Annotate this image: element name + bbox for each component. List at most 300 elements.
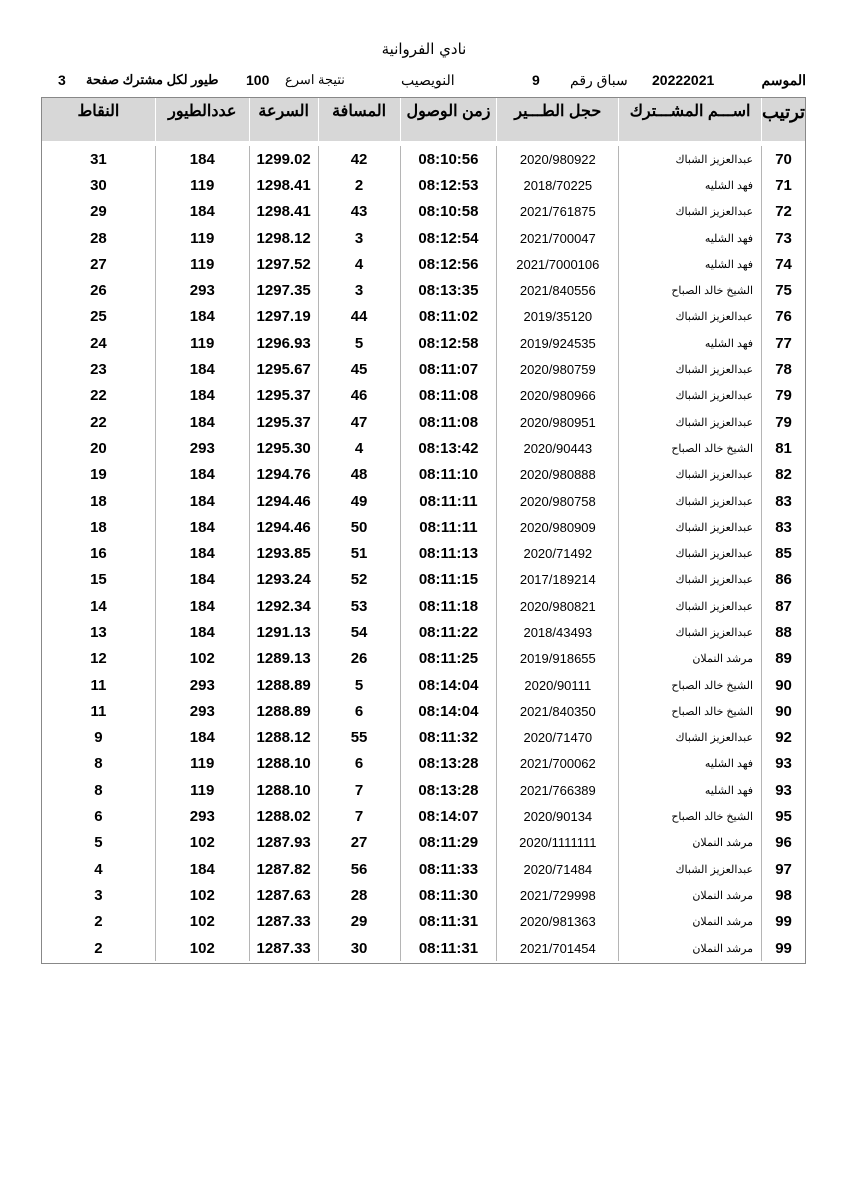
table-body [42,146,805,961]
cell-ring: 2020/980966 [496,383,618,409]
per-member-label: طيور لكل مشترك صفحة [86,72,219,87]
cell-speed: 1287.93 [249,830,318,856]
cell-points: 3 [94,886,103,904]
cell-points: 31 [90,150,107,168]
cell-speed: 1287.33 [249,909,318,935]
cell-ring: 2021/766389 [496,777,618,803]
cell-arrival-time: 08:11:32 [400,725,497,751]
cell-name: الشيخ خالد الصباح [618,672,761,698]
cell-arrival-time: 08:11:31 [400,909,497,935]
cell-name: عبدالعزيز الشباك [618,725,761,751]
cell-points: 13 [90,623,107,641]
cell-name: فهد الشليه [618,330,761,356]
cell-name: عبدالعزيز الشباك [618,856,761,882]
table-row [42,909,805,935]
table-bottom-spacer [42,961,805,963]
cell-birds: 184 [155,304,249,330]
cell-arrival-time: 08:11:13 [400,540,497,566]
cell-ring: 2020/980821 [496,593,618,619]
cell-points: 27 [90,255,107,273]
cell-speed: 1295.37 [249,383,318,409]
cell-arrival-time: 08:11:02 [400,304,497,330]
cell-rank: 99 [761,909,805,935]
cell-speed: 1295.30 [249,435,318,461]
cell-points: 16 [90,545,107,563]
cell-rank: 93 [761,751,805,777]
cell-birds: 102 [155,882,249,908]
table-row [42,356,805,382]
cell-ring: 2020/1111111 [496,830,618,856]
cell-ring: 2018/43493 [496,619,618,645]
cell-ring: 2019/924535 [496,330,618,356]
cell-name: فهد الشليه [618,777,761,803]
cell-rank: 73 [761,225,805,251]
cell-distance: 50 [318,514,400,540]
cell-speed: 1295.67 [249,356,318,382]
cell-rank: 81 [761,435,805,461]
cell-points: 20 [90,439,107,457]
cell-name: عبدالعزيز الشباك [618,409,761,435]
cell-speed: 1297.19 [249,304,318,330]
cell-birds: 119 [155,251,249,277]
cell-ring: 2021/700062 [496,751,618,777]
cell-rank: 79 [761,409,805,435]
cell-birds: 184 [155,199,249,225]
cell-arrival-time: 08:12:54 [400,225,497,251]
cell-speed: 1292.34 [249,593,318,619]
table-row [42,698,805,724]
cell-points: 11 [90,702,107,720]
table-row [42,646,805,672]
cell-distance: 51 [318,540,400,566]
cell-rank: 79 [761,383,805,409]
cell-speed: 1297.52 [249,251,318,277]
cell-points: 5 [94,834,103,852]
cell-arrival-time: 08:11:31 [400,935,497,961]
cell-rank: 90 [761,672,805,698]
cell-speed: 1287.82 [249,856,318,882]
cell-rank: 98 [761,882,805,908]
cell-arrival-time: 08:11:08 [400,383,497,409]
table-row [42,225,805,251]
cell-name: الشيخ خالد الصباح [618,435,761,461]
cell-speed: 1296.93 [249,330,318,356]
col-speed-header: السرعة [249,98,318,141]
cell-points: 24 [90,334,107,352]
cell-points: 9 [94,729,103,747]
cell-ring: 2020/980759 [496,356,618,382]
cell-ring: 2020/980922 [496,146,618,172]
cell-speed: 1295.37 [249,409,318,435]
cell-name: عبدالعزيز الشباك [618,488,761,514]
cell-birds: 119 [155,172,249,198]
cell-points: 15 [90,571,107,589]
race-number: 9 [532,72,540,88]
table-row [42,856,805,882]
cell-distance: 7 [318,777,400,803]
cell-rank: 95 [761,803,805,829]
table-row [42,751,805,777]
cell-points: 22 [90,413,107,431]
table-row [42,567,805,593]
cell-ring: 2021/700047 [496,225,618,251]
cell-points: 25 [90,308,107,326]
cell-name: مرشد النملان [618,646,761,672]
cell-birds: 102 [155,935,249,961]
col-name-header: اســـم المشـــترك [618,98,761,141]
table-row [42,199,805,225]
race-info-line [0,72,848,92]
cell-birds: 293 [155,698,249,724]
cell-arrival-time: 08:11:11 [400,488,497,514]
cell-speed: 1293.85 [249,540,318,566]
cell-speed: 1288.89 [249,698,318,724]
cell-rank: 97 [761,856,805,882]
cell-speed: 1287.33 [249,935,318,961]
cell-birds: 293 [155,277,249,303]
cell-rank: 83 [761,514,805,540]
cell-speed: 1294.46 [249,488,318,514]
cell-distance: 5 [318,330,400,356]
cell-arrival-time: 08:11:25 [400,646,497,672]
cell-name: مرشد النملان [618,882,761,908]
cell-distance: 47 [318,409,400,435]
col-rank-header: ترتيب [761,98,805,141]
cell-points: 30 [90,176,107,194]
cell-name: عبدالعزيز الشباك [618,383,761,409]
cell-points: 14 [90,597,107,615]
table-row [42,777,805,803]
cell-distance: 4 [318,251,400,277]
cell-distance: 27 [318,830,400,856]
table-row [42,672,805,698]
table-row [42,172,805,198]
cell-distance: 7 [318,803,400,829]
cell-ring: 2021/761875 [496,199,618,225]
cell-arrival-time: 08:11:07 [400,356,497,382]
cell-arrival-time: 08:11:15 [400,567,497,593]
cell-birds: 293 [155,803,249,829]
cell-name: فهد الشليه [618,225,761,251]
cell-speed: 1289.13 [249,646,318,672]
results-table [41,97,806,964]
col-ring-header: حجل الطـــير [496,98,618,141]
cell-speed: 1288.10 [249,751,318,777]
cell-name: فهد الشليه [618,172,761,198]
cell-distance: 28 [318,882,400,908]
cell-ring: 2019/918655 [496,646,618,672]
cell-birds: 184 [155,488,249,514]
cell-arrival-time: 08:13:28 [400,777,497,803]
cell-distance: 3 [318,277,400,303]
cell-rank: 87 [761,593,805,619]
result-label: نتيجة اسرع [285,72,345,87]
cell-points: 2 [94,913,103,931]
cell-birds: 184 [155,462,249,488]
cell-ring: 2020/980888 [496,462,618,488]
cell-speed: 1288.10 [249,777,318,803]
cell-arrival-time: 08:11:29 [400,830,497,856]
club-title: نادي الفروانية [381,40,467,58]
cell-ring: 2020/90111 [496,672,618,698]
cell-distance: 29 [318,909,400,935]
cell-speed: 1298.41 [249,199,318,225]
cell-distance: 54 [318,619,400,645]
cell-distance: 5 [318,672,400,698]
cell-ring: 2021/701454 [496,935,618,961]
cell-arrival-time: 08:12:56 [400,251,497,277]
cell-speed: 1294.46 [249,514,318,540]
table-row [42,251,805,277]
cell-name: الشيخ خالد الصباح [618,698,761,724]
table-row [42,383,805,409]
cell-ring: 2019/35120 [496,304,618,330]
cell-birds: 184 [155,619,249,645]
cell-points: 23 [90,361,107,379]
cell-rank: 70 [761,146,805,172]
cell-rank: 83 [761,488,805,514]
cell-rank: 92 [761,725,805,751]
cell-points: 29 [90,203,107,221]
cell-birds: 184 [155,567,249,593]
cell-points: 18 [90,518,107,536]
cell-points: 22 [90,387,107,405]
cell-rank: 86 [761,567,805,593]
cell-ring: 2021/840556 [496,277,618,303]
cell-distance: 55 [318,725,400,751]
page-number: 3 [58,72,66,88]
cell-birds: 184 [155,725,249,751]
race-label: سباق رقم [570,72,628,88]
cell-points: 11 [90,676,107,694]
cell-name: فهد الشليه [618,251,761,277]
cell-name: الشيخ خالد الصباح [618,803,761,829]
cell-ring: 2020/980758 [496,488,618,514]
cell-birds: 184 [155,409,249,435]
cell-arrival-time: 08:10:58 [400,199,497,225]
cell-rank: 77 [761,330,805,356]
cell-distance: 45 [318,356,400,382]
table-row [42,488,805,514]
cell-ring: 2020/90443 [496,435,618,461]
cell-name: مرشد النملان [618,909,761,935]
col-distance-header: المسافة [318,98,400,141]
cell-ring: 2020/71492 [496,540,618,566]
cell-rank: 78 [761,356,805,382]
cell-rank: 96 [761,830,805,856]
table-row [42,435,805,461]
table-row [42,830,805,856]
cell-name: عبدالعزيز الشباك [618,567,761,593]
cell-speed: 1288.12 [249,725,318,751]
cell-birds: 102 [155,909,249,935]
cell-arrival-time: 08:11:30 [400,882,497,908]
cell-name: عبدالعزيز الشباك [618,146,761,172]
table-header [42,98,805,141]
cell-rank: 93 [761,777,805,803]
cell-birds: 184 [155,593,249,619]
cell-speed: 1298.12 [249,225,318,251]
cell-rank: 82 [761,462,805,488]
cell-points: 8 [94,755,103,773]
cell-birds: 293 [155,435,249,461]
cell-rank: 74 [761,251,805,277]
cell-rank: 99 [761,935,805,961]
cell-speed: 1297.35 [249,277,318,303]
race-location: النويصيب [401,72,455,88]
table-row [42,882,805,908]
cell-birds: 184 [155,383,249,409]
cell-distance: 43 [318,199,400,225]
table-row [42,593,805,619]
cell-name: مرشد النملان [618,830,761,856]
cell-rank: 85 [761,540,805,566]
cell-birds: 184 [155,540,249,566]
cell-distance: 44 [318,304,400,330]
cell-distance: 48 [318,462,400,488]
table-row [42,304,805,330]
cell-ring: 2020/71484 [496,856,618,882]
cell-distance: 6 [318,751,400,777]
cell-ring: 2021/840350 [496,698,618,724]
cell-arrival-time: 08:10:56 [400,146,497,172]
cell-distance: 26 [318,646,400,672]
cell-points: 2 [94,939,103,957]
cell-arrival-time: 08:14:04 [400,672,497,698]
cell-birds: 293 [155,672,249,698]
table-row [42,330,805,356]
cell-birds: 119 [155,751,249,777]
cell-arrival-time: 08:11:10 [400,462,497,488]
cell-birds: 184 [155,146,249,172]
cell-rank: 89 [761,646,805,672]
cell-ring: 2020/980909 [496,514,618,540]
cell-ring: 2020/981363 [496,909,618,935]
table-row [42,514,805,540]
cell-birds: 184 [155,514,249,540]
season-label: الموسم [761,72,806,88]
cell-name: عبدالعزيز الشباك [618,462,761,488]
col-time-header: زمن الوصول [400,98,497,141]
cell-ring: 2020/71470 [496,725,618,751]
cell-arrival-time: 08:13:42 [400,435,497,461]
cell-speed: 1298.41 [249,172,318,198]
cell-ring: 2018/70225 [496,172,618,198]
cell-name: مرشد النملان [618,935,761,961]
cell-points: 12 [90,650,107,668]
cell-points: 19 [90,466,107,484]
season-value: 20222021 [652,72,715,88]
table-row [42,409,805,435]
cell-rank: 71 [761,172,805,198]
col-birds-header: عددالطيور [155,98,249,141]
table-row [42,803,805,829]
cell-name: عبدالعزيز الشباك [618,304,761,330]
table-row [42,462,805,488]
cell-distance: 53 [318,593,400,619]
cell-distance: 4 [318,435,400,461]
cell-speed: 1287.63 [249,882,318,908]
col-points-header: النقاط [77,103,120,120]
cell-ring: 2017/189214 [496,567,618,593]
cell-distance: 49 [318,488,400,514]
cell-arrival-time: 08:13:35 [400,277,497,303]
cell-name: عبدالعزيز الشباك [618,199,761,225]
cell-speed: 1294.76 [249,462,318,488]
cell-distance: 30 [318,935,400,961]
cell-distance: 46 [318,383,400,409]
cell-name: عبدالعزيز الشباك [618,356,761,382]
cell-points: 26 [90,282,107,300]
cell-birds: 119 [155,330,249,356]
cell-ring: 2021/7000106 [496,251,618,277]
cell-name: عبدالعزيز الشباك [618,619,761,645]
table-row [42,540,805,566]
cell-birds: 184 [155,856,249,882]
cell-name: عبدالعزيز الشباك [618,593,761,619]
cell-name: عبدالعزيز الشباك [618,540,761,566]
cell-birds: 102 [155,830,249,856]
cell-speed: 1288.02 [249,803,318,829]
cell-birds: 119 [155,777,249,803]
cell-birds: 119 [155,225,249,251]
cell-arrival-time: 08:11:08 [400,409,497,435]
cell-points: 6 [94,808,103,826]
cell-distance: 52 [318,567,400,593]
cell-distance: 56 [318,856,400,882]
cell-ring: 2020/90134 [496,803,618,829]
cell-distance: 2 [318,172,400,198]
cell-name: عبدالعزيز الشباك [618,514,761,540]
cell-arrival-time: 08:12:58 [400,330,497,356]
cell-distance: 3 [318,225,400,251]
cell-points: 8 [94,781,103,799]
cell-speed: 1288.89 [249,672,318,698]
cell-points: 4 [94,860,103,878]
cell-birds: 102 [155,646,249,672]
table-row [42,619,805,645]
cell-ring: 2020/980951 [496,409,618,435]
cell-rank: 88 [761,619,805,645]
cell-rank: 75 [761,277,805,303]
cell-speed: 1293.24 [249,567,318,593]
cell-speed: 1299.02 [249,146,318,172]
cell-ring: 2021/729998 [496,882,618,908]
table-row [42,725,805,751]
cell-distance: 6 [318,698,400,724]
cell-arrival-time: 08:11:22 [400,619,497,645]
cell-arrival-time: 08:13:28 [400,751,497,777]
birds-count: 100 [246,72,270,88]
cell-rank: 76 [761,304,805,330]
cell-points: 28 [90,229,107,247]
cell-arrival-time: 08:11:33 [400,856,497,882]
cell-arrival-time: 08:14:07 [400,803,497,829]
cell-arrival-time: 08:11:11 [400,514,497,540]
cell-arrival-time: 08:12:53 [400,172,497,198]
cell-name: فهد الشليه [618,751,761,777]
table-row [42,935,805,961]
table-row [42,277,805,303]
cell-distance: 42 [318,146,400,172]
cell-arrival-time: 08:14:04 [400,698,497,724]
cell-speed: 1291.13 [249,619,318,645]
cell-name: الشيخ خالد الصباح [618,277,761,303]
cell-rank: 90 [761,698,805,724]
cell-rank: 72 [761,199,805,225]
table-row [42,146,805,172]
cell-points: 18 [90,492,107,510]
